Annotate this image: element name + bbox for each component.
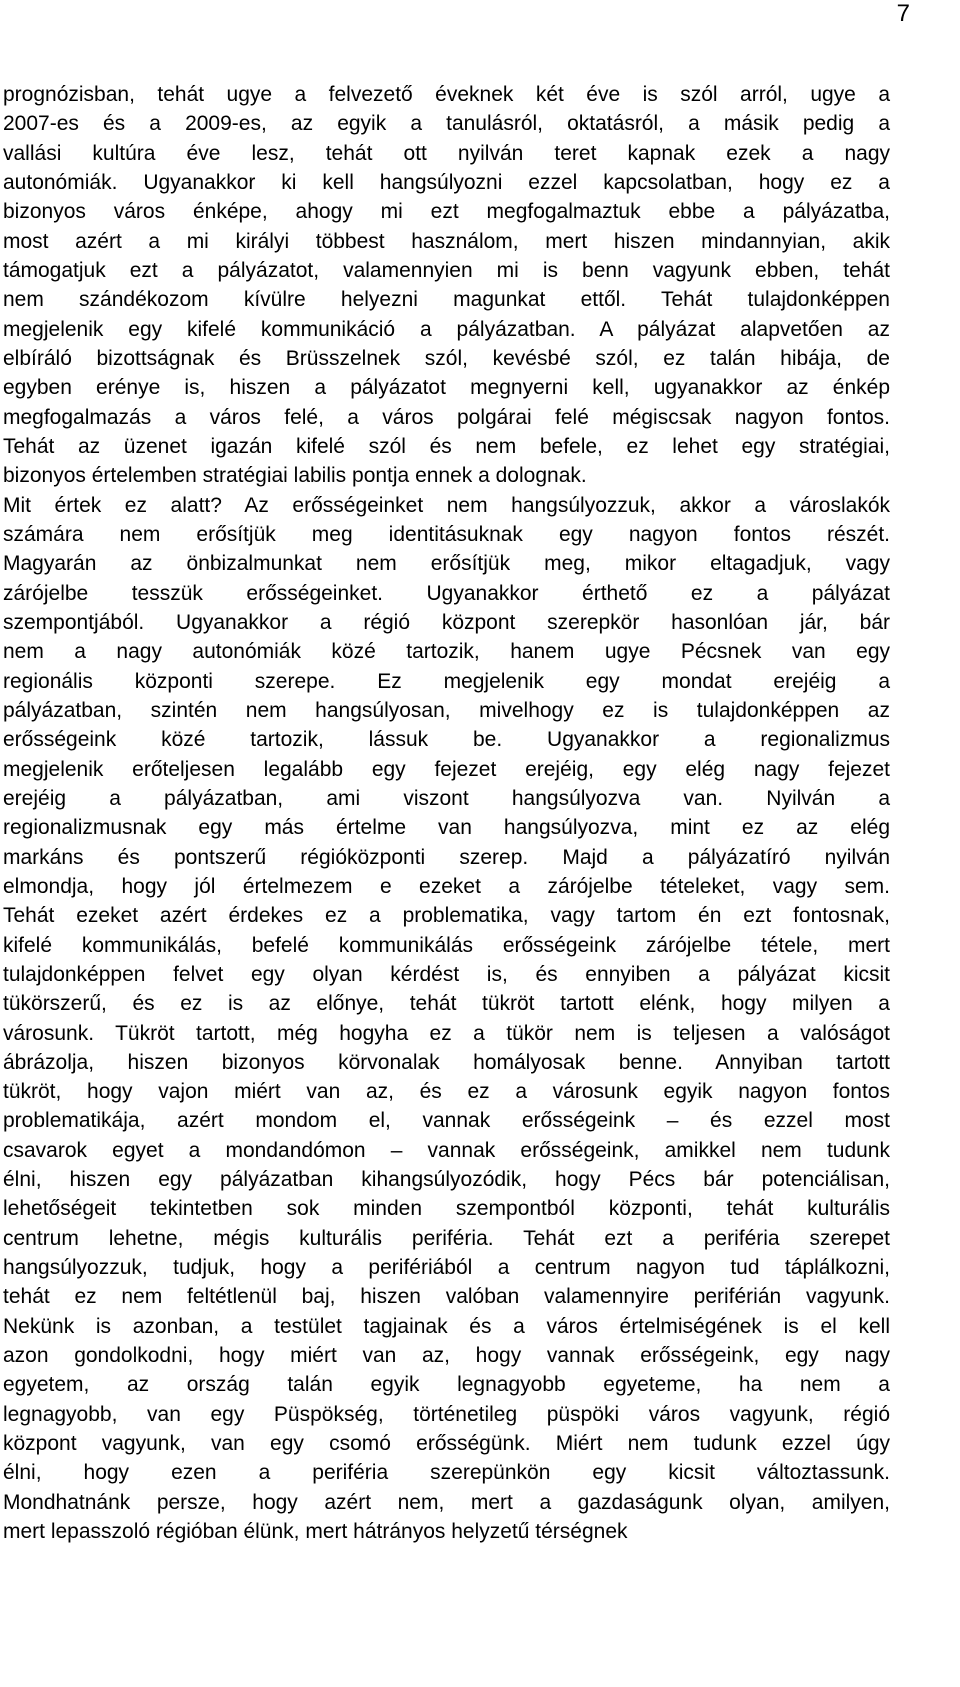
- text-line: megfogalmazás a város felé, a város polgárai felé mégiscsak nagyon fontos.: [3, 405, 890, 429]
- text-line: Tehát ezeket azért érdekes ez a problematika, vagy tartom én ezt fontosnak,: [3, 904, 890, 928]
- text-line: tükörszerű, és ez is az előnye, tehát tükröt tartott elénk, hogy milyen a: [3, 992, 890, 1016]
- text-line: szempontjából. Ugyanakkor a régió központ szerepkör hasonlóan jár, bár: [3, 610, 890, 634]
- text-line: pályázatban, szintén nem hangsúlyosan, mivelhogy ez is tulajdonképpen az: [3, 698, 890, 722]
- text-line: egyetem, az ország talán egyik legnagyobb egyeteme, ha nem a: [3, 1373, 890, 1397]
- text-line: Tehát az üzenet igazán kifelé szól és nem befele, ez lehet egy stratégiai,: [3, 434, 890, 458]
- text-line: Nekünk is azonban, a testület tagjainak és a város értelmiségének is el kell: [3, 1314, 890, 1338]
- text-line: zárójelbe tesszük erősségeinket. Ugyanakkor érthető ez a pályázat: [3, 581, 890, 605]
- text-line: azon gondolkodni, hogy miért van az, hogy vannak erősségeink, egy nagy: [3, 1344, 890, 1368]
- text-line: tehát ez nem feltétlenül baj, hiszen valóban valamennyire periférián vagyunk.: [3, 1285, 890, 1309]
- text-line: megjelenik egy kifelé kommunikáció a pályázatban. A pályázat alapvetően az: [3, 317, 890, 341]
- text-line: Mondhatnánk persze, hogy azért nem, mert a gazdaságunk olyan, amilyen,: [3, 1490, 890, 1514]
- text-line: Mit értek ez alatt? Az erősségeinket nem hangsúlyozzuk, akkor a városlakók: [3, 493, 890, 517]
- text-line: nem szándékozom kívülre helyezni magunkat ettől. Tehát tulajdonképpen: [3, 288, 890, 312]
- text-line: városunk. Tükröt tartott, még hogyha ez a tükör nem is teljesen a valóságot: [3, 1021, 890, 1045]
- text-line: most azért a mi királyi többest használom, mert hiszen mindannyian, akik: [3, 229, 890, 253]
- text-line: centrum lehetne, mégis kulturális periféria. Tehát ezt a periféria szerepet: [3, 1226, 890, 1250]
- page-number: 7: [896, 0, 910, 27]
- text-line: prognózisban, tehát ugye a felvezető éveknek két éve is szól arról, ugye a: [3, 83, 890, 106]
- text-line: 2007-es és a 2009-es, az egyik a tanulásról, oktatásról, a másik pedig a: [3, 112, 890, 136]
- text-line: Magyarán az önbizalmunkat nem erősítjük meg, mikor eltagadjuk, vagy: [3, 552, 890, 576]
- text-line: lehetőségeit tekintetben sok minden szempontból központi, tehát kulturális: [3, 1197, 890, 1221]
- text-line: bizonyos értelemben stratégiai labilis pontja ennek a dolognak.: [3, 464, 587, 488]
- text-line: erősségeink közé tartozik, lássuk be. Ugyanakkor a regionalizmus: [3, 728, 890, 752]
- text-line: autonómiák. Ugyanakkor ki kell hangsúlyozni ezzel kapcsolatban, hogy ez a: [3, 170, 890, 194]
- text-line: egyben erénye is, hiszen a pályázatot megnyerni kell, ugyanakkor az énkép: [3, 376, 890, 400]
- text-line: erejéig a pályázatban, ami viszont hangsúlyozva van. Nyilván a: [3, 786, 890, 810]
- text-line: markáns és pontszerű régióközponti szerep. Majd a pályázatíró nyilván: [3, 845, 890, 869]
- text-line: problematikája, azért mondom el, vannak erősségeink – és ezzel most: [3, 1109, 890, 1133]
- text-line: regionális központi szerepe. Ez megjelenik egy mondat erejéig a: [3, 669, 890, 693]
- text-line: elbíráló bizottságnak és Brüsszelnek szól, kevésbé szól, ez talán hibája, de: [3, 346, 890, 370]
- text-line: élni, hiszen egy pályázatban kihangsúlyozódik, hogy Pécs bár potenciálisan,: [3, 1168, 890, 1192]
- text-line: legnagyobb, van egy Püspökség, történetileg püspöki város vagyunk, régió: [3, 1402, 890, 1426]
- text-line: támogatjuk ezt a pályázatot, valamennyien mi is benn vagyunk ebben, tehát: [3, 258, 890, 282]
- text-line: vallási kultúra éve lesz, tehát ott nyilván teret kapnak ezek a nagy: [3, 141, 890, 165]
- text-line: hangsúlyozzuk, tudjuk, hogy a perifériából a centrum nagyon tud táplálkozni,: [3, 1256, 890, 1280]
- text-line: élni, hogy ezen a periféria szerepünkön egy kicsit változtassunk.: [3, 1461, 890, 1485]
- text-line: megjelenik erőteljesen legalább egy fejezet erejéig, egy elég nagy fejezet: [3, 757, 890, 781]
- text-line: nem a nagy autonómiák közé tartozik, hanem ugye Pécsnek van egy: [3, 640, 890, 664]
- text-line: elmondja, hogy jól értelmezem e ezeket a zárójelbe tételeket, vagy sem.: [3, 874, 890, 898]
- text-line: tulajdonképpen felvet egy olyan kérdést is, és ennyiben a pályázat kicsit: [3, 962, 890, 986]
- text-line: ábrázolja, hiszen bizonyos körvonalak homályosak benne. Annyiban tartott: [3, 1050, 890, 1074]
- text-line: bizonyos város énképe, ahogy mi ezt megfogalmaztuk ebbe a pályázatba,: [3, 200, 890, 224]
- text-line: központ vagyunk, van egy csomó erősségünk. Miért nem tudunk ezzel úgy: [3, 1432, 890, 1456]
- text-line: csavarok egyet a mondandómon – vannak erősségeink, amikkel nem tudunk: [3, 1138, 890, 1162]
- text-line: tükröt, hogy vajon miért van az, és ez a városunk egyik nagyon fontos: [3, 1080, 890, 1104]
- body-text: [0, 80, 960, 1546]
- text-line: kifelé kommunikálás, befelé kommunikálás erősségeink zárójelbe tétele, mert: [3, 933, 890, 957]
- text-line: számára nem erősítjük meg identitásuknak egy nagyon fontos részét.: [3, 522, 890, 546]
- text-line: mert lepasszoló régióban élünk, mert hátrányos helyzetű térségnek: [3, 1520, 628, 1544]
- text-line: regionalizmusnak egy más értelme van hangsúlyozva, mint ez az elég: [3, 816, 890, 840]
